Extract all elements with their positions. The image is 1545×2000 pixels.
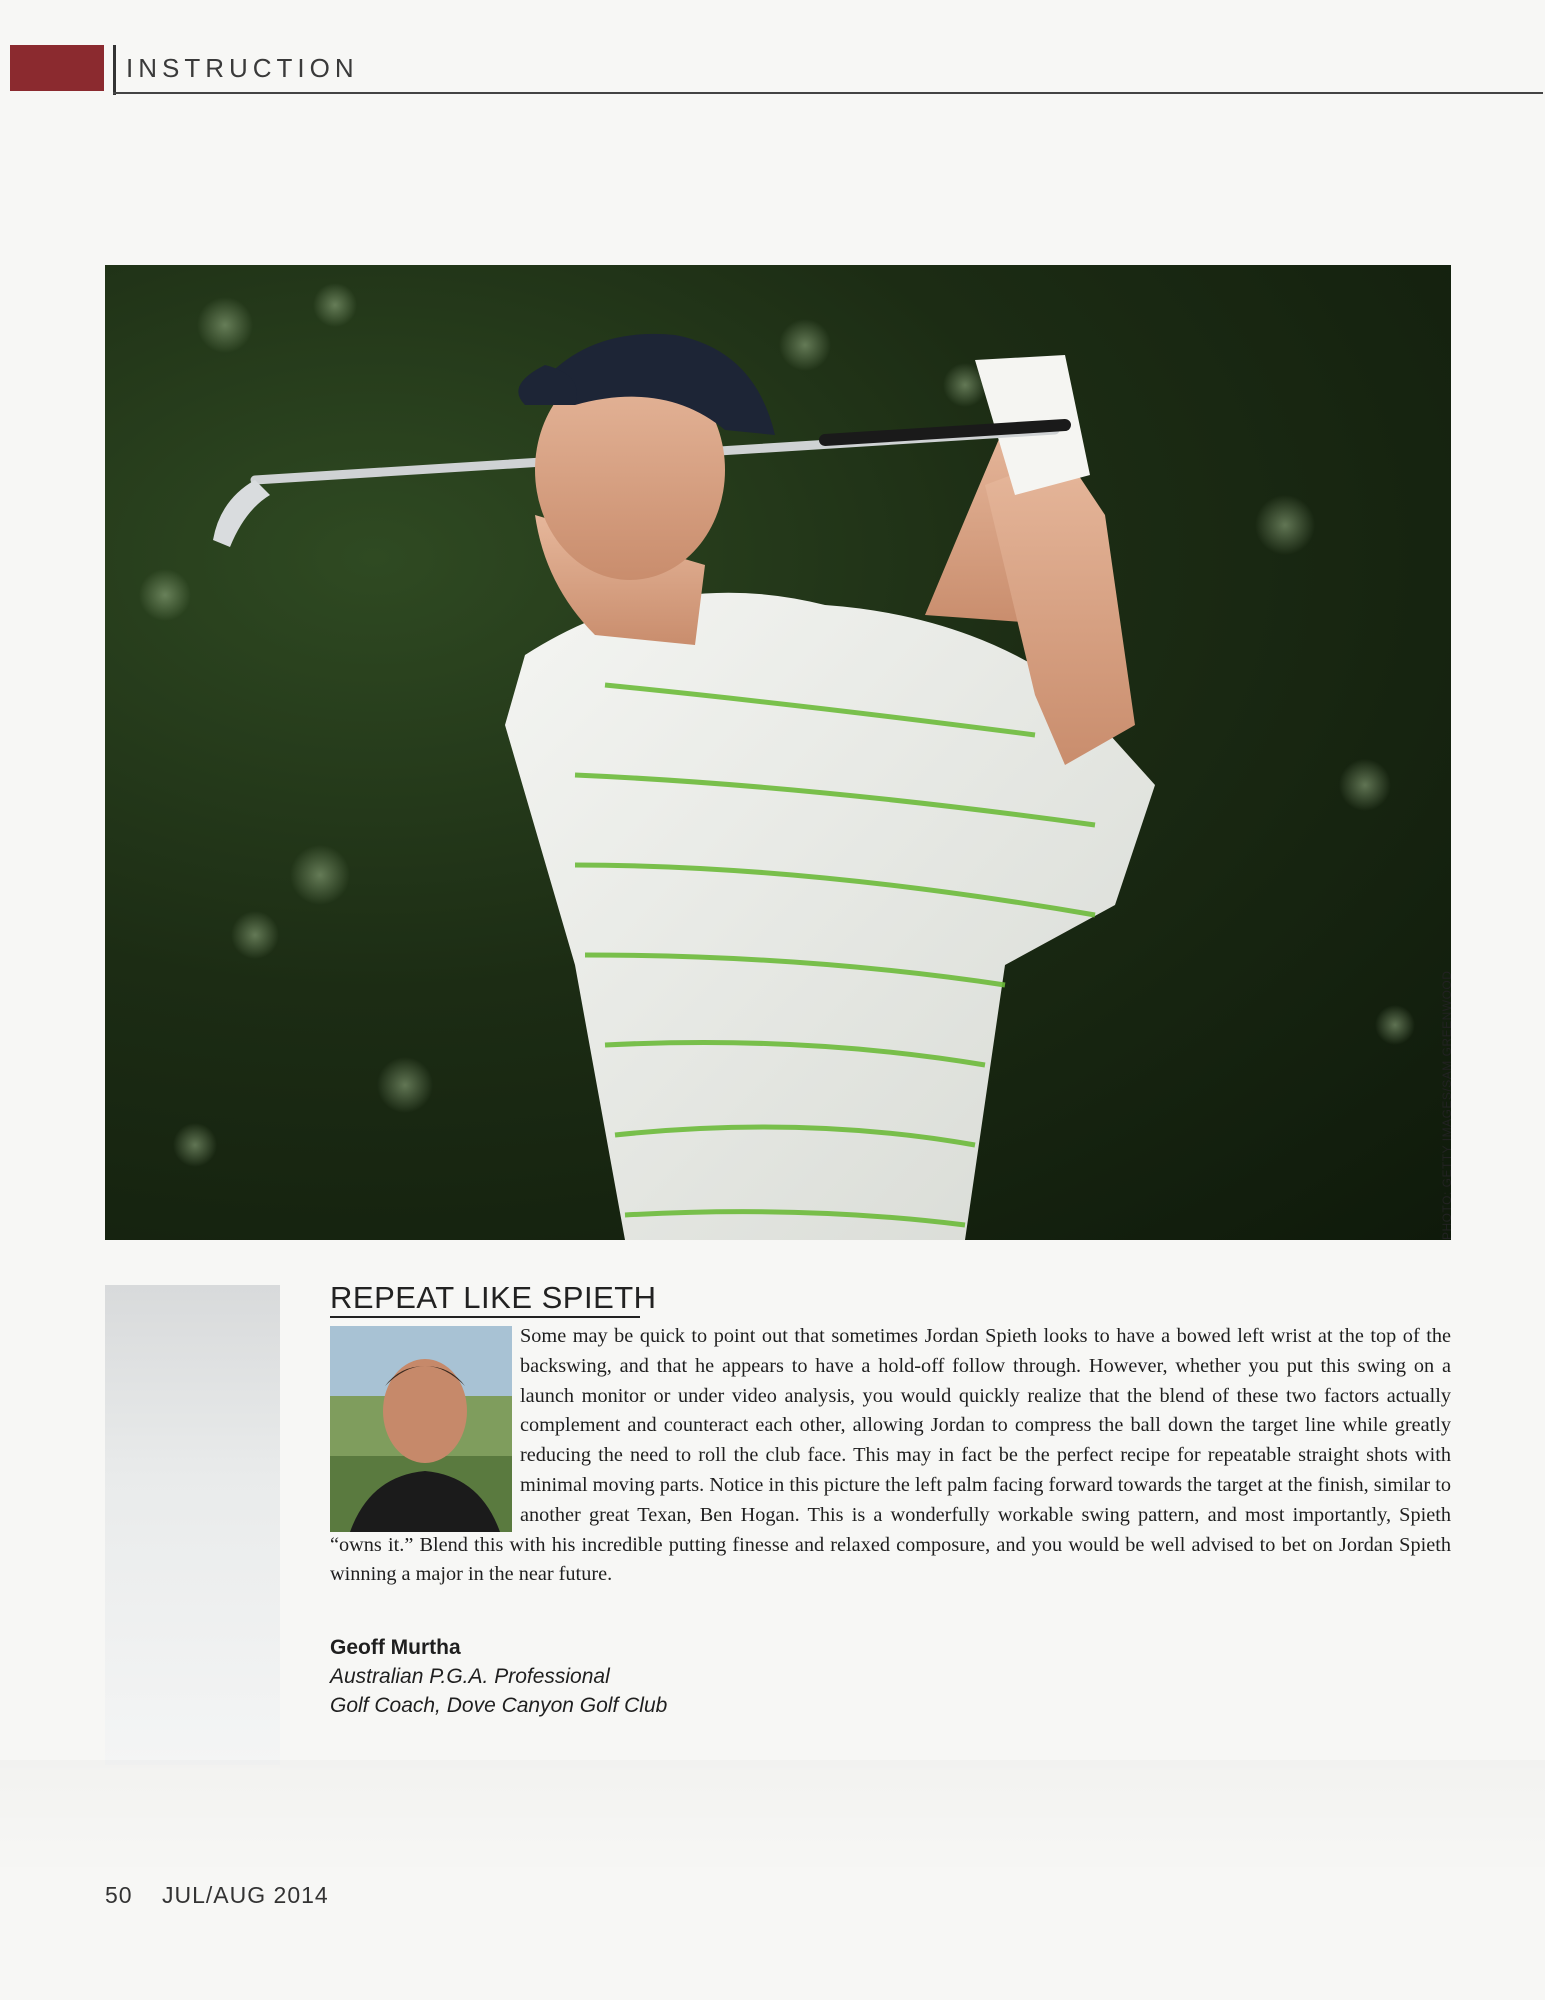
article-body [330, 1322, 1451, 1590]
issue-date: JUL/AUG 2014 [162, 1882, 329, 1908]
section-color-tab [10, 45, 104, 91]
article-title: REPEAT LIKE SPIETH [330, 1280, 657, 1315]
article-title-underline [330, 1316, 640, 1318]
golfer-illustration [105, 265, 1451, 1240]
side-gradient-panel [105, 1285, 280, 1765]
section-label: INSTRUCTION [126, 53, 359, 83]
hero-photo [105, 265, 1451, 1240]
page-number: 50 [105, 1882, 133, 1908]
section-divider [113, 45, 116, 95]
photo-credit: PHOTO: GETTY IMAGES/SAM GREENWOOD [1440, 970, 1454, 1240]
bleed-through-band [0, 1760, 1545, 1880]
article-body-text: Some may be quick to point out that sometimes Jordan Spieth looks to have a bowed left wrist at the top of the backswing, and that he appears to have a hold-off follow through. However, whether you put this swing on a launch monitor or under video analysis, you would quickly realize that the blend of these two factors actually complement and counteract each other, allowing Jordan to compress the ball down the target line while greatly reducing the need to roll the club face. This may in fact be the perfect recipe for repeatable straight shots with minimal moving parts. Notice in this picture the left palm facing forward towards the target at the finish, similar to another great Texan, Ben Hogan. This is a wonderfully workable swing pattern, and most importantly, Spieth “owns it.” Blend this with his incredible putting finesse and relaxed composure, and you would be well advised to bet on Jordan Spieth winning a major in the near future. [330, 1325, 1451, 1586]
author-club: Golf Coach, Dove Canyon Golf Club [330, 1694, 668, 1717]
author-title: Australian P.G.A. Professional [330, 1665, 610, 1688]
author-name: Geoff Murtha [330, 1636, 461, 1659]
header-rule [113, 92, 1543, 94]
